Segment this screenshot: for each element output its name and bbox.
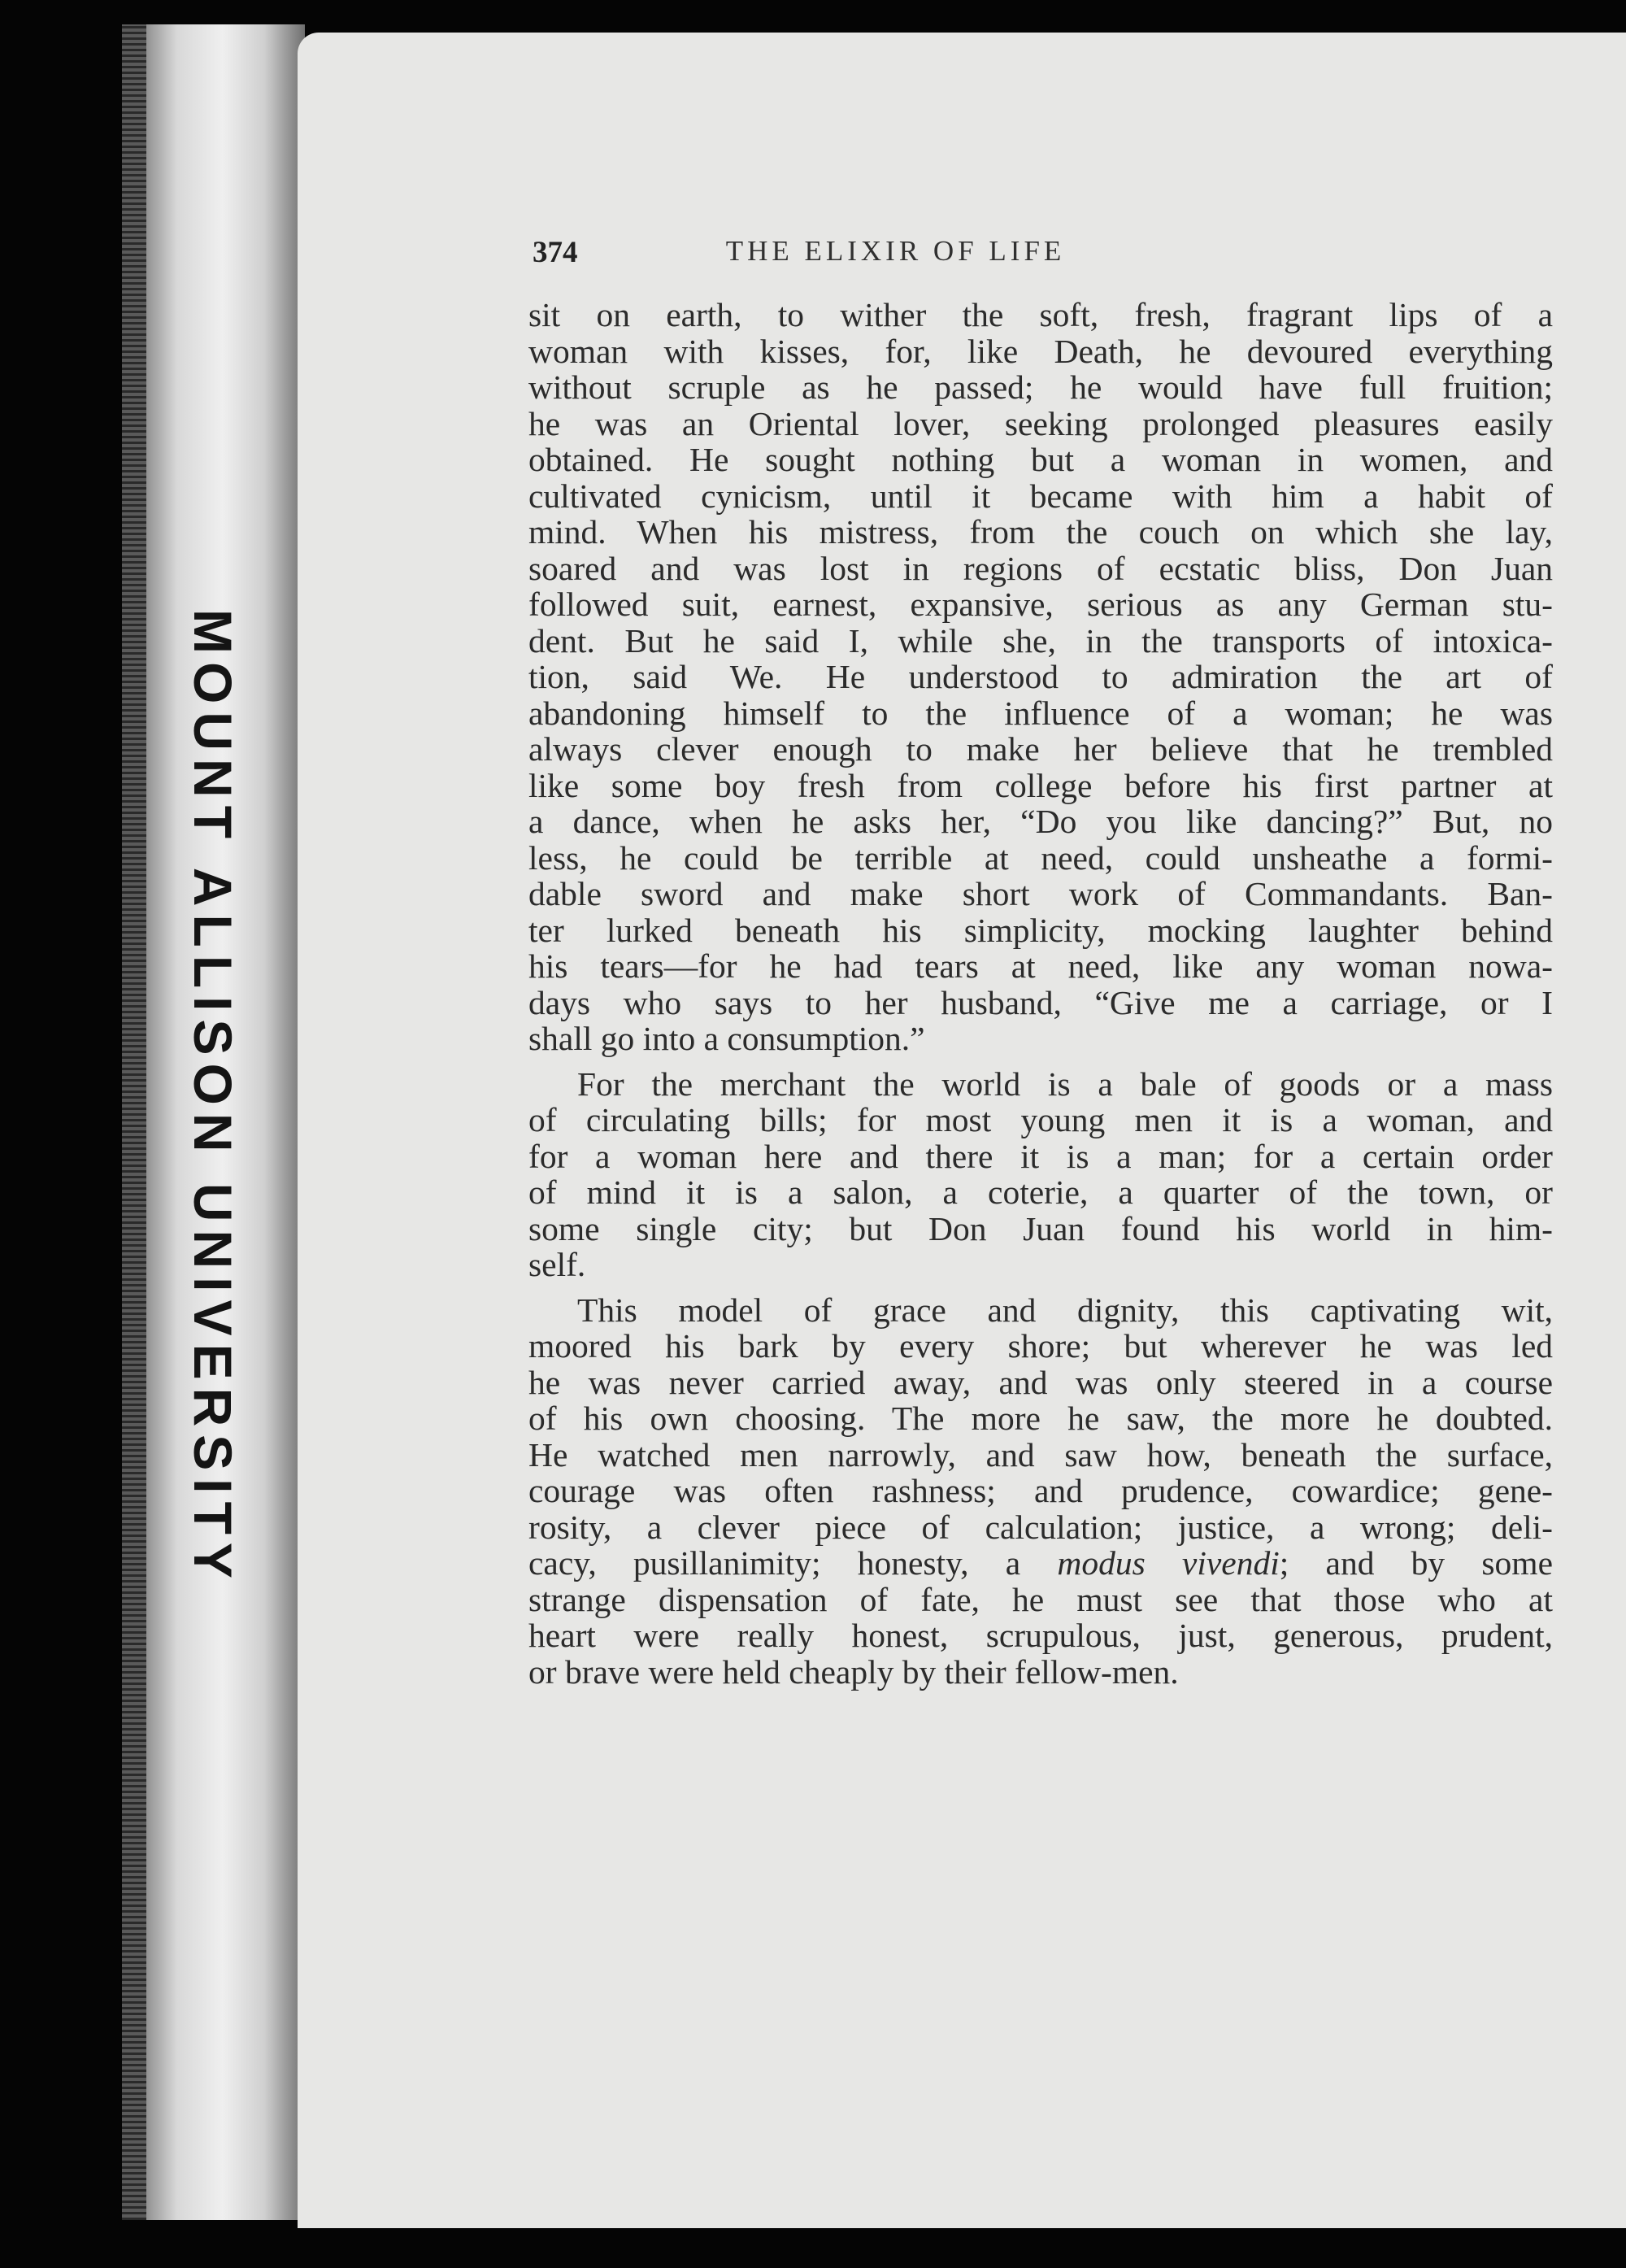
text-line: days who says to her husband, “Give me a carriage, or I	[528, 983, 1553, 1021]
text-line: of his own choosing. The more he saw, the more he doubted.	[528, 1400, 1553, 1437]
text-line: courage was often rashness; and prudence, cowardice; gene-	[528, 1472, 1553, 1509]
paragraph	[528, 1066, 1553, 1283]
text-line: cultivated cynicism, until it became with him a habit of	[528, 477, 1553, 515]
text-line: strange dispensation of fate, he must see that those who at	[528, 1580, 1553, 1618]
text-line: sit on earth, to wither the soft, fresh, fragrant lips of a	[528, 296, 1553, 333]
text-line: or brave were held cheaply by their fellow-men.	[528, 1652, 1179, 1691]
text-line: for a woman here and there it is a man; for a certain order	[528, 1137, 1553, 1175]
text-line: woman with kisses, for, like Death, he devoured everything	[528, 332, 1553, 370]
text-line: self.	[528, 1246, 586, 1283]
text-line: mind. When his mistress, from the couch on which she lay,	[528, 513, 1553, 551]
text-line: dable sword and make short work of Commandants. Ban-	[528, 875, 1553, 912]
italic-phrase: modus vivendi	[1057, 1544, 1280, 1582]
text-line: moored his bark by every shore; but wherever he was led	[528, 1327, 1553, 1365]
text-line: followed suit, earnest, expansive, serious as any German stu-	[528, 586, 1553, 623]
text-line: of circulating bills; for most young men it is a woman, and	[528, 1101, 1553, 1138]
text-line: tion, said We. He understood to admiration the art of	[528, 658, 1553, 695]
text-line: cacy, pusillanimity; honesty, a modus vivendi; and by some	[528, 1544, 1553, 1582]
text-line: of mind it is a salon, a coterie, a quarter of the town, or	[528, 1173, 1553, 1211]
body-text	[528, 297, 1553, 1690]
text-line: his tears—for he had tears at need, like any woman nowa-	[528, 947, 1553, 985]
spine-edge	[122, 24, 146, 2220]
paragraph	[528, 1292, 1553, 1691]
text-line: dent. But he said I, while she, in the transports of intoxica-	[528, 621, 1553, 660]
text-line: heart were really honest, scrupulous, just, generous, prudent,	[528, 1617, 1553, 1654]
paragraph	[528, 297, 1553, 1057]
text-line: obtained. He sought nothing but a woman in women, and	[528, 441, 1553, 478]
text-line: For the merchant the world is a bale of goods or a mass	[577, 1064, 1553, 1103]
text-line: without scruple as he passed; he would have full fruition;	[528, 368, 1553, 406]
text-line: abandoning himself to the influence of a woman; he was	[528, 694, 1553, 732]
text-line: This model of grace and dignity, this captivating wit,	[577, 1291, 1553, 1329]
spine-title-text: MOUNT ALLISON UNIVERSITY	[183, 609, 243, 1587]
text-line: rosity, a clever piece of calculation; justice, a wrong; deli-	[528, 1508, 1553, 1546]
text-line: a dance, when he asks her, “Do you like dancing?” But, no	[528, 803, 1553, 840]
text-line: some single city; but Don Juan found his world in him-	[528, 1209, 1553, 1247]
page-header	[533, 235, 1259, 274]
text-line: shall go into a consumption.”	[528, 1020, 925, 1057]
page-number: 374	[533, 236, 578, 269]
text-line: he was an Oriental lover, seeking prolonged pleasures easily	[528, 404, 1553, 442]
text-line: He watched men narrowly, and saw how, beneath the surface,	[528, 1435, 1553, 1474]
running-head: THE ELIXIR OF LIFE	[725, 235, 1066, 267]
text-line: ter lurked beneath his simplicity, mocking laughter behind	[528, 911, 1553, 949]
text-line: always clever enough to make her believe that he trembled	[528, 730, 1553, 768]
text-line: less, he could be terrible at need, could unsheathe a formi-	[528, 838, 1553, 877]
text-line: soared and was lost in regions of ecstatic bliss, Don Juan	[528, 549, 1553, 587]
text-line: he was never carried away, and was only steered in a course	[528, 1363, 1553, 1401]
text-line: like some boy fresh from college before his first partner at	[528, 766, 1553, 804]
